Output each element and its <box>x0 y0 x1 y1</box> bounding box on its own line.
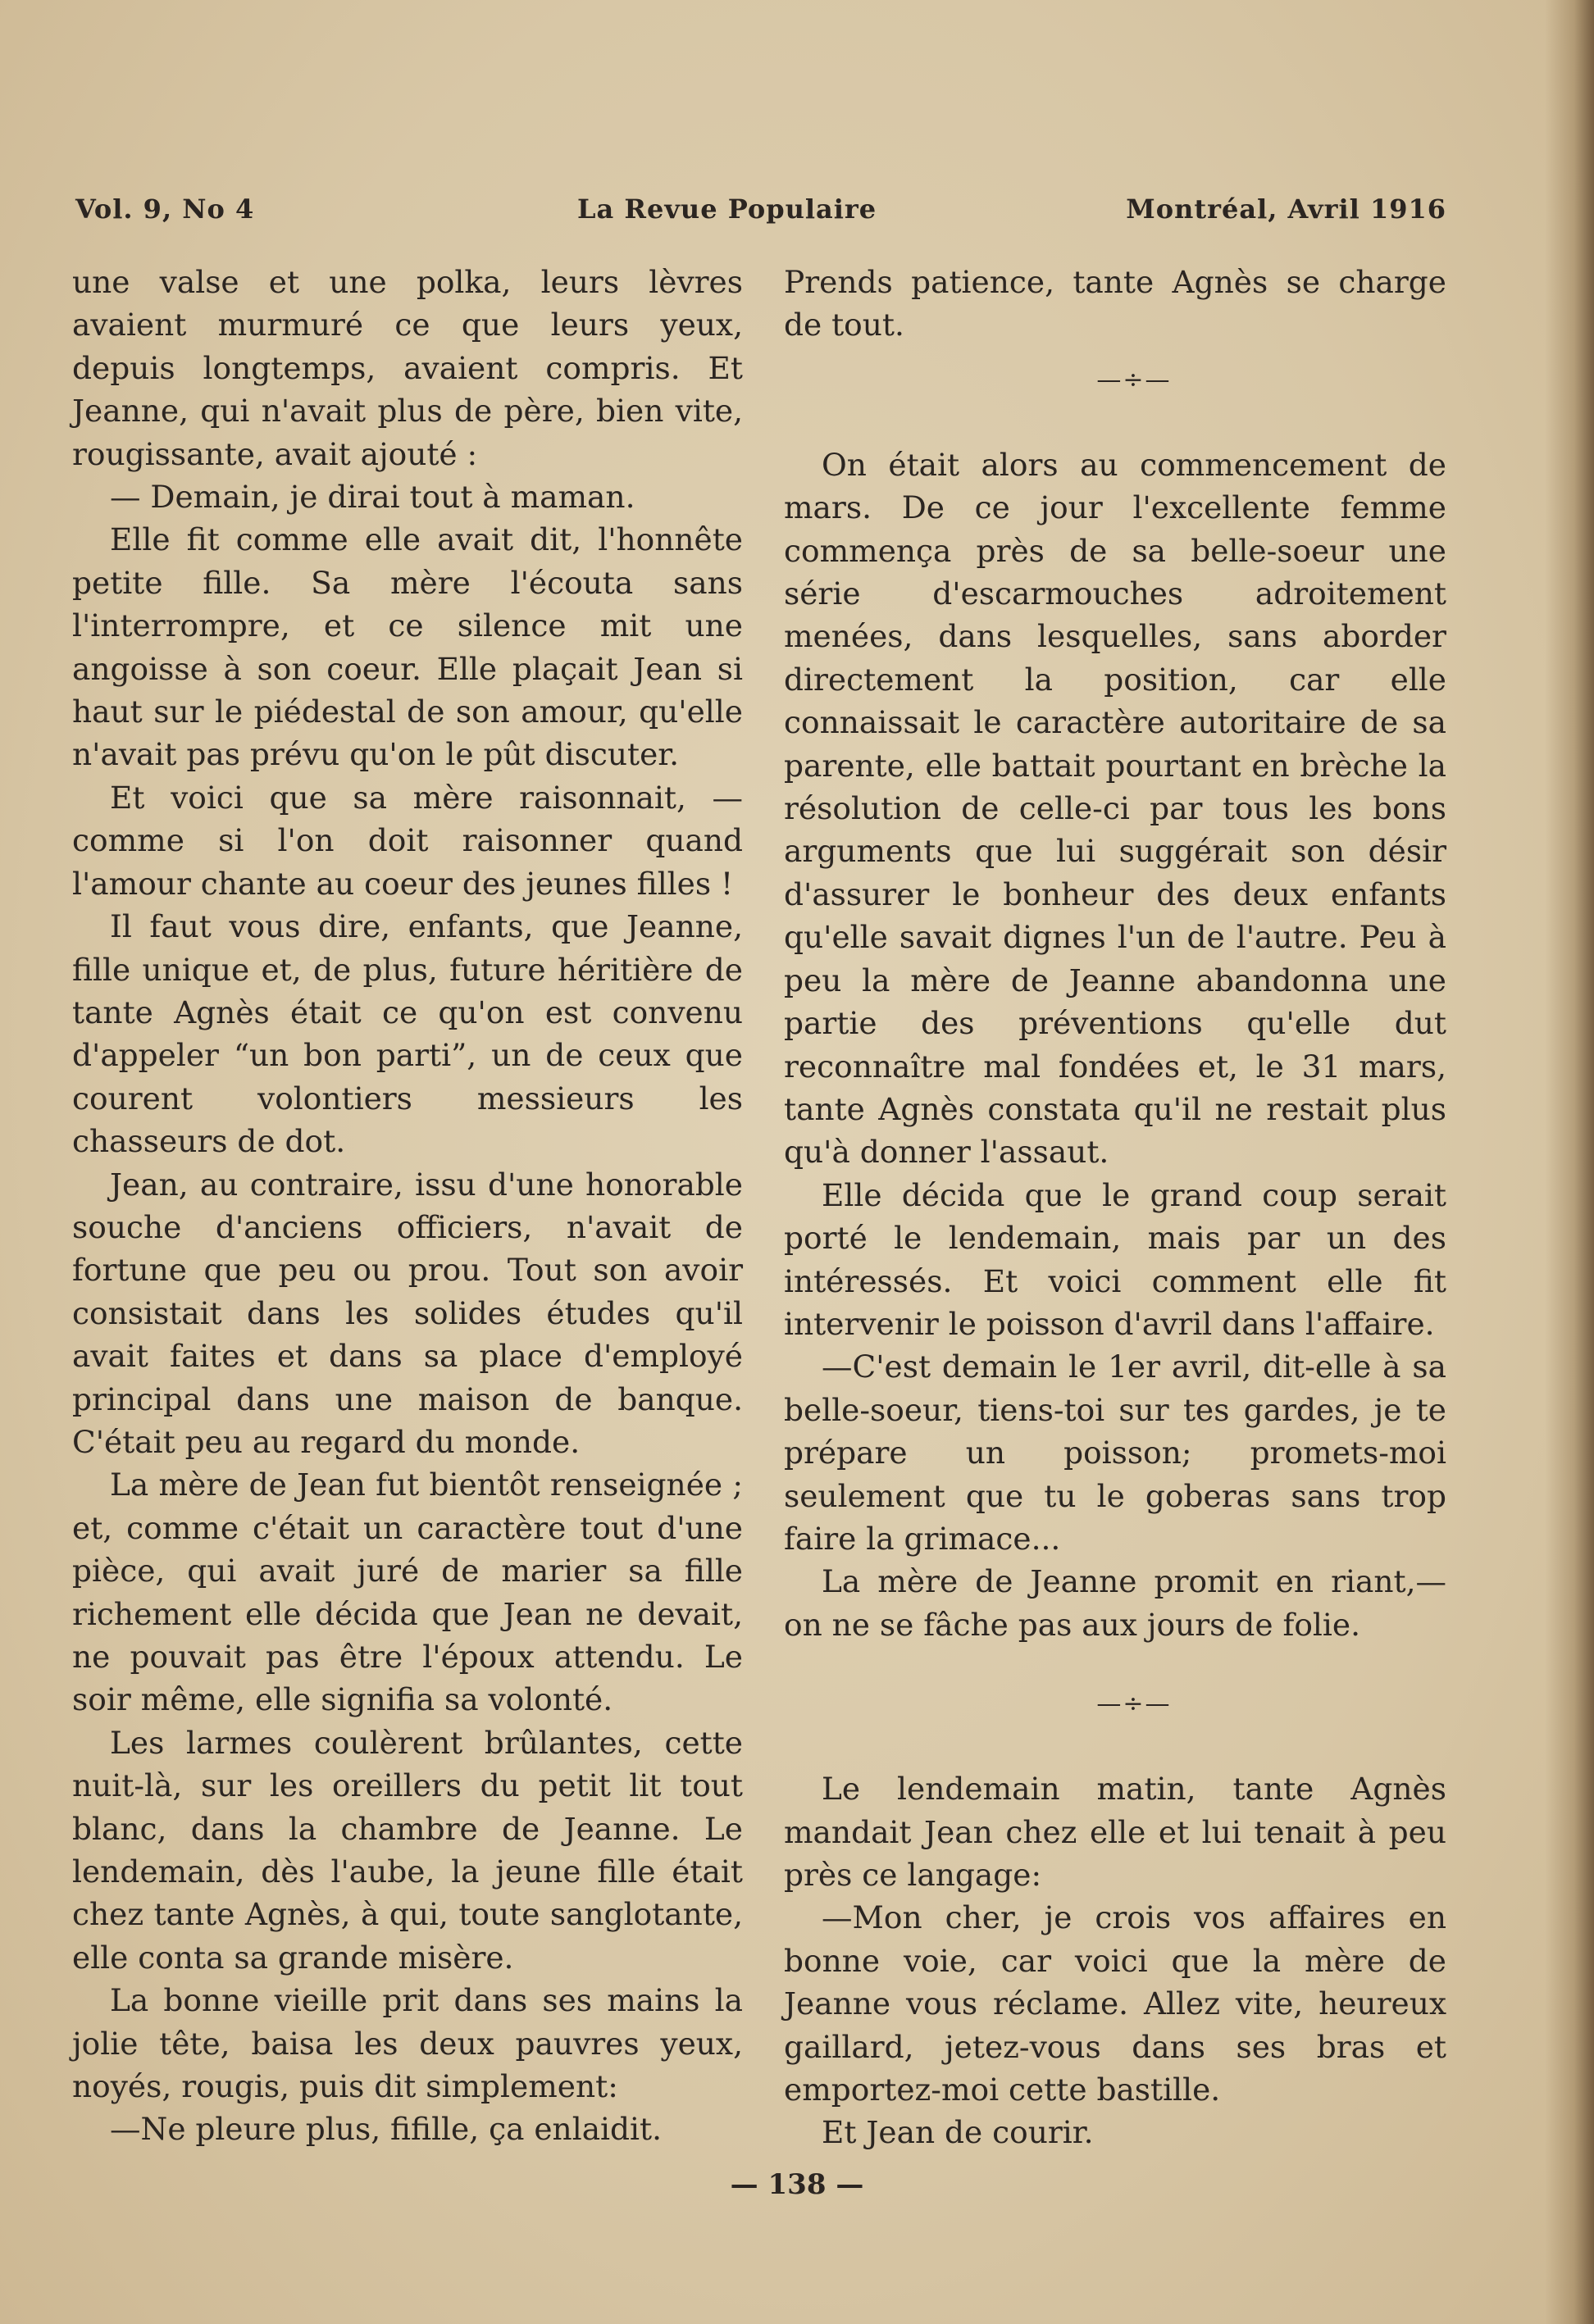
header-volume: Vol. 9, No 4 <box>75 193 255 225</box>
paragraph: Le lendemain matin, tante Agnès mandait Jean chez elle et lui tenait à peu près ce langage: <box>784 1771 1446 1893</box>
paragraph: La mère de Jean fut bientôt renseignée ; et, comme c'était un caractère tout d'une pièce, qui avait juré de marier sa fille richement elle décida que Jean ne devait, ne pouvait pas être l'époux attendu. Le soir même, elle signifia sa volonté. <box>72 1467 743 1718</box>
paragraph: —Ne pleure plus, fifille, ça enlaidit. <box>110 2111 663 2148</box>
paragraph: — Demain, je dirai tout à maman. <box>110 479 635 516</box>
paragraph: —C'est demain le 1er avril, dit-elle à sa belle-soeur, tiens-toi sur tes gardes, je te prépare un poisson; promets-moi seulement que tu le goberas sans trop faire la grimace... <box>784 1348 1446 1557</box>
paragraph: Prends patience, tante Agnès se charge de tout. <box>784 264 1446 343</box>
section-separator: —÷— <box>1096 1690 1172 1719</box>
page-spine-shadow <box>1545 0 1594 2324</box>
running-header <box>75 193 1446 233</box>
paragraph: Et Jean de courir. <box>822 2114 1094 2151</box>
paragraph: La mère de Jeanne promit en riant,— on ne se fâche pas aux jours de folie. <box>784 1563 1446 1643</box>
paragraph: On était alors au commencement de mars. De ce jour l'excellente femme commença près de sa belle-soeur une série d'escarmouches adroitement menées, dans lesquelles, sans aborder directement la position, car elle connaissait le caractère autoritaire de sa parente, elle battait pourtant en brèche la résolution de celle-ci par tous les bons arguments que lui suggérait son désir d'assurer le bonheur des deux enfants qu'elle savait dignes l'un de l'autre. Peu à peu la mère de Jeanne abandonna une partie des préventions qu'elle dut reconnaître mal fondées et, le 31 mars, tante Agnès constata qu'il ne restait plus qu'à donner l'assaut. <box>784 446 1446 1171</box>
header-place-date: Montréal, Avril 1916 <box>1126 193 1446 225</box>
paragraph: Il faut vous dire, enfants, que Jeanne, fille unique et, de plus, future héritière de tante Agnès était ce qu'on est convenu d'appeler “un bon parti”, un de ceux que courent volontiers messieurs les chasseurs de dot. <box>72 908 743 1160</box>
paragraph: Et voici que sa mère raisonnait, — comme si l'on doit raisonner quand l'amour chante au coeur des jeunes filles ! <box>72 779 743 902</box>
paragraph: La bonne vieille prit dans ses mains la jolie tête, baisa les deux pauvres yeux, noyés, rougis, puis dit simplement: <box>72 1982 743 2105</box>
section-separator: —÷— <box>1096 365 1172 394</box>
header-title: La Revue Populaire <box>577 193 877 225</box>
left-column <box>72 261 743 2151</box>
paragraph: une valse et une polka, leurs lèvres avaient murmuré ce que leurs yeux, depuis longtemps, avaient compris. Et Jeanne, qui n'avait plus de père, bien vite, rougissante, avait ajouté : <box>72 264 743 472</box>
paragraph: Elle fit comme elle avait dit, l'honnête petite fille. Sa mère l'écouta sans l'interrompre, et ce silence mit une angoisse à son coeur. Elle plaçait Jean si haut sur le piédestal de son amour, qu'elle n'avait pas prévu qu'on le pût discuter. <box>72 521 743 773</box>
right-column <box>784 261 1446 2154</box>
paragraph: —Mon cher, je crois vos affaires en bonne voie, car voici que la mère de Jeanne vous réclame. Allez vite, heureux gaillard, jetez-vous dans ses bras et emportez-moi cette bastille. <box>784 1899 1446 2108</box>
page-number: — 138 — <box>730 2168 864 2201</box>
paragraph: Jean, au contraire, issu d'une honorable souche d'anciens officiers, n'avait de fortune que peu ou prou. Tout son avoir consistait dans les solides études qu'il avait faites et dans sa place d'employé principal dans une maison de banque. C'était peu au regard du monde. <box>72 1166 743 1460</box>
paragraph: Elle décida que le grand coup serait porté le lendemain, mais par un des intéressés. Et voici comment elle fit intervenir le poisson d'avril dans l'affaire. <box>784 1176 1446 1342</box>
paragraph: Les larmes coulèrent brûlantes, cette nuit-là, sur les oreillers du petit lit tout blanc, dans la chambre de Jeanne. Le lendemain, dès l'aube, la jeune fille était chez tante Agnès, à qui, toute sanglotante, elle conta sa grande misère. <box>72 1724 743 1976</box>
